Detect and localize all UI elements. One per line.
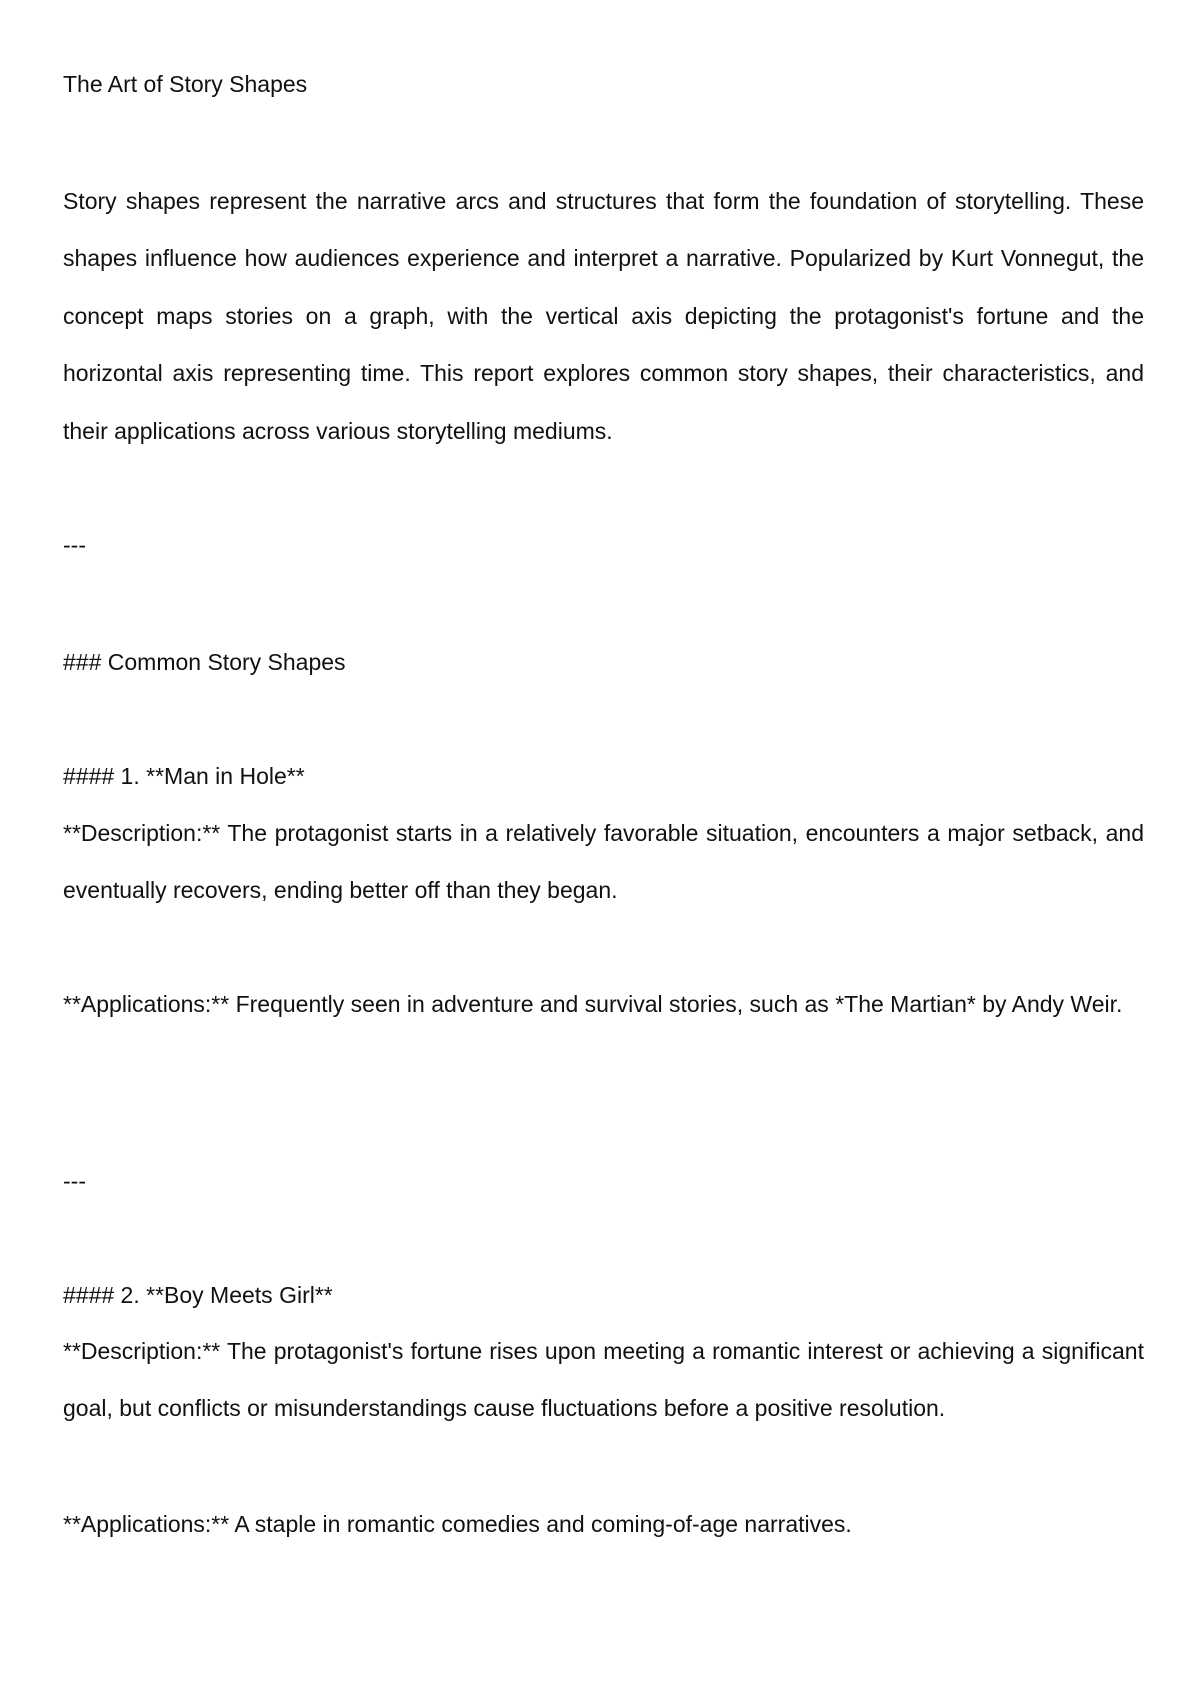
shape-1-applications: **Applications:** Frequently seen in adventure and survival stories, such as *The Martian* by Andy Weir.	[63, 991, 1123, 1017]
section-heading: ### Common Story Shapes	[63, 649, 346, 675]
divider-1: ---	[63, 532, 86, 558]
intro-paragraph: Story shapes represent the narrative arcs and structures that form the foundation of storytelling. These shapes influence how audiences experience and interpret a narrative. Popularized by Kurt Vonnegut, the concept maps stories on a graph, with the vertical axis depicting the protagonist's fortune and the horizontal axis representing time. This report explores common story shapes, their characteristics, and their applications across various storytelling mediums.	[63, 188, 1144, 444]
shape-1-description: **Description:** The protagonist starts in a relatively favorable situation, encounters a major setback, and eventually recovers, ending better off than they began.	[63, 820, 1144, 904]
divider-2: ---	[63, 1168, 86, 1194]
shape-1-heading: #### 1. **Man in Hole**	[63, 763, 305, 789]
shape-2-heading: #### 2. **Boy Meets Girl**	[63, 1282, 333, 1308]
shape-2-description: **Description:** The protagonist's fortune rises upon meeting a romantic interest or achieving a significant goal, but conflicts or misunderstandings cause fluctuations before a positive resolution.	[63, 1338, 1144, 1422]
document-title: The Art of Story Shapes	[63, 71, 308, 97]
shape-2-applications: **Applications:** A staple in romantic comedies and coming-of-age narratives.	[63, 1511, 852, 1537]
